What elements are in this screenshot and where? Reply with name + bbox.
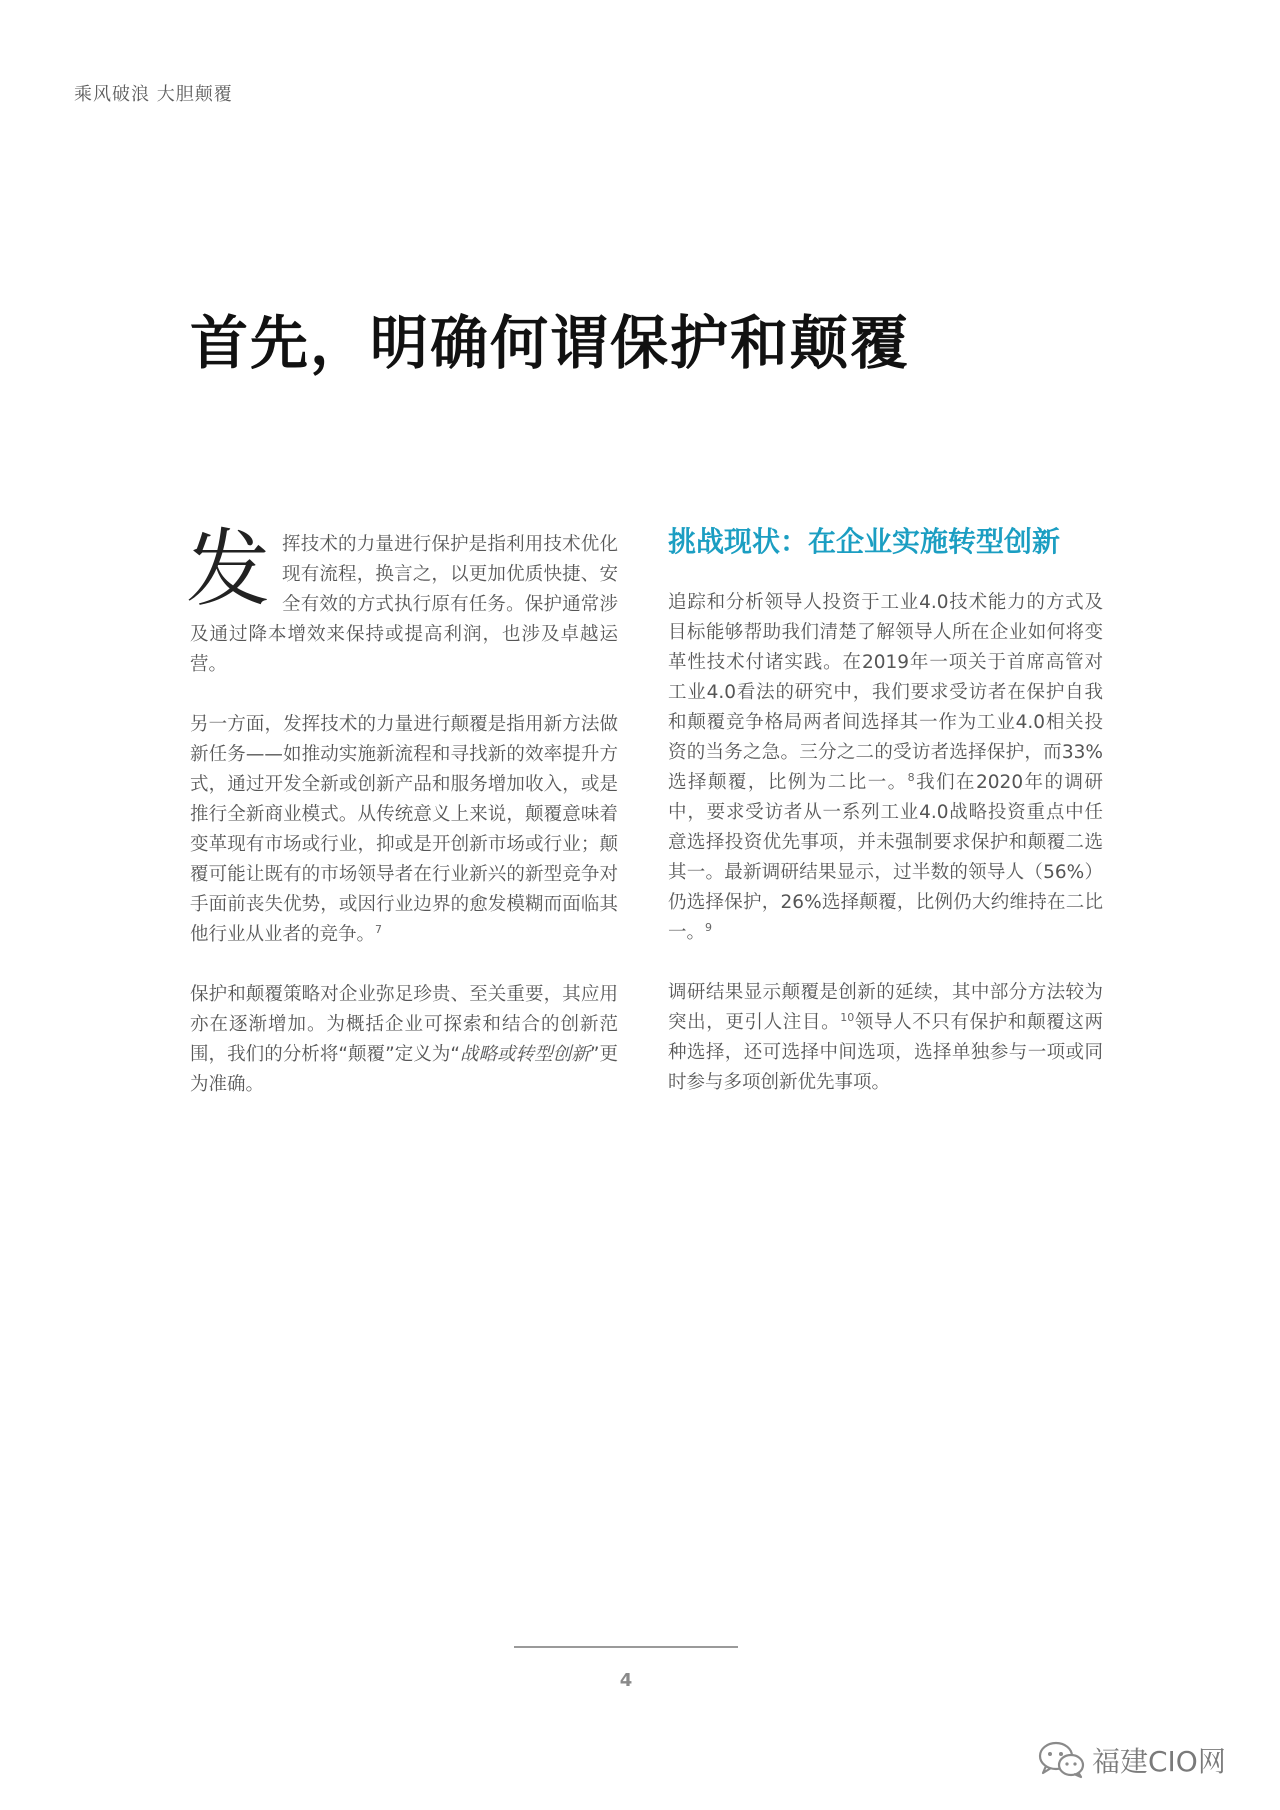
page-title: 首先，明确何谓保护和颠覆 bbox=[190, 309, 911, 377]
left-column bbox=[186, 520, 618, 1130]
results-text-b: 领导人不只有保护和颠覆这两种选择，还可选择中间选项，选择单独参与一项或同时参与多项创新优先事项。 bbox=[668, 1012, 1103, 1093]
definition-paragraph bbox=[190, 980, 618, 1100]
intro-text: 挥技术的力量进行保护是指利用技术优化现有流程，换言之，以更加优质快捷、安全有效的方式执行原有任务。保护通常涉及通过降本增效来保持或提高利润，也涉及卓越运营。 bbox=[190, 534, 618, 675]
survey-paragraph bbox=[668, 588, 1103, 948]
watermark-text: 福建CIO网 bbox=[1092, 1745, 1226, 1778]
footnote-ref-7: 7 bbox=[375, 922, 383, 936]
footnote-ref-8: 8 bbox=[907, 770, 915, 784]
section-heading: 挑战现状：在企业实施转型创新 bbox=[668, 525, 1061, 558]
page-number: 4 bbox=[619, 1670, 633, 1691]
disruption-text: 另一方面，发挥技术的力量进行颠覆是指用新方法做新任务——如推动实施新流程和寻找新的效率提升方式，通过开发全新或创新产品和服务增加收入，或是推行全新商业模式。从传统意义上来说，颠覆意味着变革现有市场或行业，抑或是开创新市场或行业；颠覆可能让既有的市场领导者在行业新兴的新型竞争对手面前丧失优势，或因行业边界的愈发模糊而面临其他行业从业者的竞争。 bbox=[190, 714, 618, 945]
intro-paragraph bbox=[186, 520, 618, 680]
results-text-a: 调研结果显示颠覆是创新的延续，其中部分方法较为突出，更引人注目。 bbox=[668, 982, 1103, 1033]
right-column bbox=[668, 522, 1103, 1128]
watermark bbox=[1038, 1740, 1226, 1780]
definition-text-b: ”更为准确。 bbox=[190, 1044, 618, 1095]
disruption-paragraph bbox=[190, 710, 618, 950]
footnote-ref-9: 9 bbox=[705, 920, 713, 934]
footnote-ref-10: 10 bbox=[840, 1010, 855, 1024]
dropcap: 发 bbox=[186, 520, 271, 618]
definition-emphasis: 战略或转型创新 bbox=[459, 1044, 590, 1065]
results-paragraph bbox=[668, 978, 1103, 1098]
wechat-icon bbox=[1038, 1741, 1086, 1779]
running-header: 乘风破浪 大胆颠覆 bbox=[74, 84, 233, 105]
survey-text-b: 我们在2020年的调研中，要求受访者从一系列工业4.0战略投资重点中任意选择投资优先事项，并未强制要求保护和颠覆二选其一。最新调研结果显示，过半数的领导人（56%）仍选择保护，26%选择颠覆，比例仍大约维持在二比一。 bbox=[668, 772, 1103, 943]
survey-text-a: 追踪和分析领导人投资于工业4.0技术能力的方式及目标能够帮助我们清楚了解领导人所在企业如何将变革性技术付诸实践。在2019年一项关于首席高管对工业4.0看法的研究中，我们要求受访者在保护自我和颠覆竞争格局两者间选择其一作为工业4.0相关投资的当务之急。三分之二的受访者选择保护，而33%选择颠覆，比例为二比一。 bbox=[668, 592, 1103, 793]
footer-divider bbox=[514, 1646, 738, 1648]
definition-text-a: 保护和颠覆策略对企业弥足珍贵、至关重要，其应用亦在逐渐增加。为概括企业可探索和结合的创新范围，我们的分析将“颠覆”定义为“ bbox=[190, 984, 618, 1065]
